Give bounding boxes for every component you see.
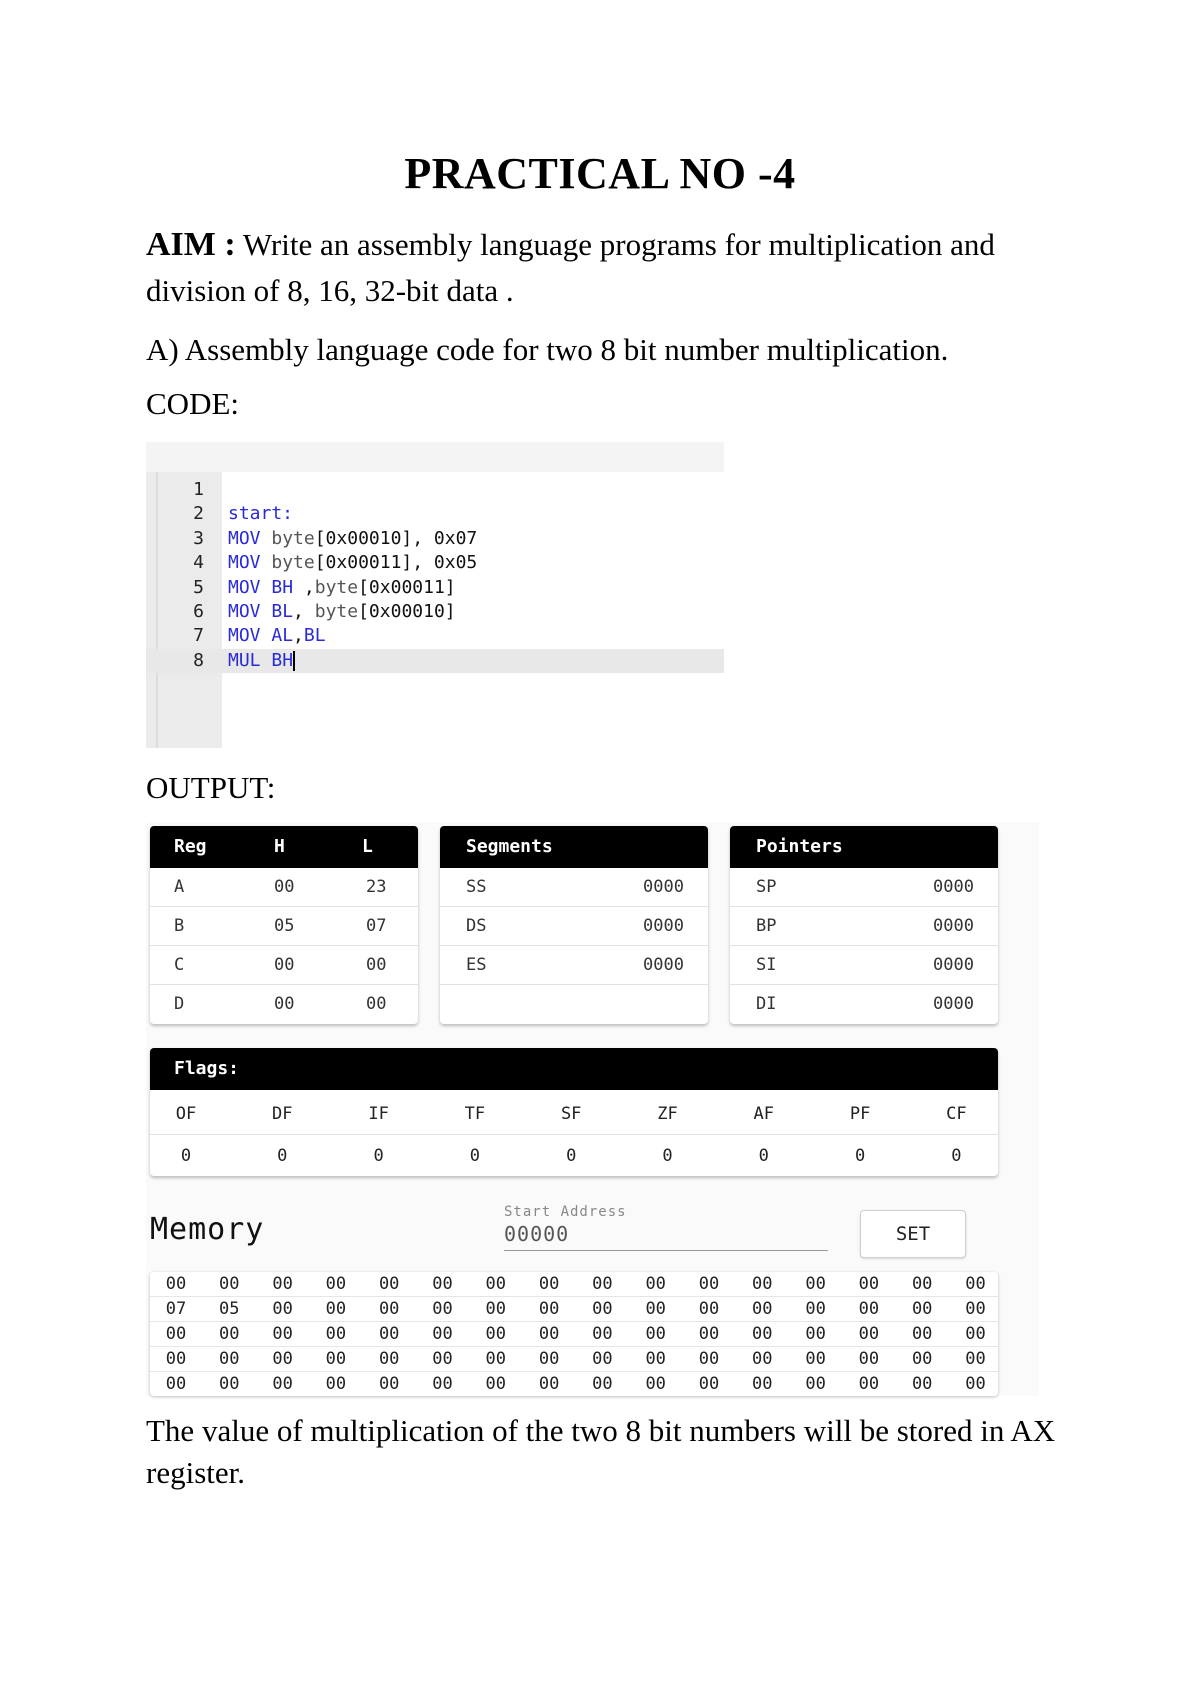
line-code [228,527,477,551]
start-address-underline [504,1250,828,1251]
section-a-heading: A) Assembly language code for two 8 bit number multiplication. [146,332,949,367]
line-number: 4 [193,552,204,574]
code-token: MOV [228,552,272,574]
register-low[interactable]: 00 [366,955,387,975]
segment-value[interactable]: 0000 [643,955,684,975]
memory-byte[interactable]: 00 [219,1324,240,1344]
memory-byte[interactable]: 00 [378,1324,400,1344]
memory-byte[interactable]: 00 [485,1349,507,1369]
memory-byte[interactable]: 00 [592,1274,613,1294]
memory-byte[interactable]: 00 [538,1374,560,1394]
memory-byte[interactable]: 00 [858,1324,880,1344]
memory-byte[interactable]: 00 [432,1374,453,1394]
pointer-value[interactable]: 0000 [933,955,974,975]
line-number: 3 [193,527,204,549]
memory-byte[interactable]: 00 [805,1349,826,1369]
code-token: start: [228,503,294,525]
code-token: [0x00011] [358,576,456,598]
segments-panel [440,826,708,1024]
memory-byte[interactable]: 00 [165,1374,187,1394]
code-label: CODE: [146,386,239,421]
pointer-name: SI [756,955,777,975]
memory-byte[interactable]: 00 [645,1349,666,1369]
memory-byte[interactable]: 00 [325,1274,347,1294]
memory-byte[interactable]: 00 [325,1349,347,1369]
register-low[interactable]: 23 [366,877,387,897]
memory-byte[interactable]: 00 [805,1299,826,1319]
register-name: B [174,916,185,936]
conclusion-paragraph: The value of multiplication of the two 8 bit numbers will be stored in AX register. [146,1413,1056,1490]
memory-byte[interactable]: 00 [485,1374,507,1394]
register-name: C [174,955,185,975]
register-low[interactable]: 07 [366,916,387,936]
memory-byte[interactable]: 00 [911,1324,933,1344]
editor-top-strip [146,442,724,472]
code-token: byte [314,576,359,598]
code-token: , [293,601,315,622]
code-line[interactable] [146,600,724,624]
memory-byte[interactable]: 00 [645,1374,666,1394]
registers-panel [150,826,418,1024]
memory-byte[interactable]: 00 [911,1374,933,1394]
memory-byte[interactable]: 00 [378,1274,400,1294]
line-code [228,649,295,673]
register-row [150,946,418,985]
memory-byte[interactable]: 00 [538,1274,560,1294]
memory-byte[interactable]: 00 [432,1274,453,1294]
memory-byte[interactable]: 00 [645,1299,666,1319]
flag-name: PF [849,1104,871,1124]
l-column-header: L [362,836,373,857]
line-code [228,600,456,624]
flag-value[interactable]: 0 [951,1146,962,1166]
segment-row [440,907,708,946]
memory-byte[interactable]: 00 [485,1324,507,1344]
memory-byte[interactable]: 00 [272,1299,293,1319]
register-name: D [174,994,185,1014]
memory-byte[interactable]: 00 [911,1299,933,1319]
code-line[interactable] [146,649,724,673]
flag-name: OF [175,1104,197,1124]
memory-byte[interactable]: 00 [752,1324,773,1344]
pointers-panel [730,826,998,1024]
segment-row [440,946,708,985]
flag-name: IF [368,1104,389,1124]
memory-byte[interactable]: 00 [752,1299,773,1319]
memory-byte[interactable]: 00 [538,1299,560,1319]
line-number: 7 [193,625,204,647]
flag-value[interactable]: 0 [566,1146,577,1166]
code-token: MOV [228,576,272,598]
code-token: , [293,625,304,647]
pointer-row [730,907,998,946]
flags-panel [150,1048,998,1176]
memory-byte[interactable]: 00 [485,1274,507,1294]
memory-byte[interactable]: 07 [165,1299,187,1319]
flag-name: AF [753,1104,775,1124]
memory-byte[interactable]: 00 [911,1349,933,1369]
page-title: PRACTICAL NO -4 [404,149,796,198]
memory-byte[interactable]: 00 [698,1324,720,1344]
memory-byte[interactable]: 00 [219,1349,240,1369]
code-token: [0x00010] [358,601,456,622]
code-token: [0x00011], 0x05 [314,552,478,574]
code-line[interactable] [146,527,724,551]
flag-value[interactable]: 0 [373,1146,384,1166]
memory-byte[interactable]: 00 [378,1374,400,1394]
line-code [228,551,477,575]
segment-name: ES [466,955,487,975]
register-row [150,985,418,1024]
pointer-name: DI [756,994,777,1014]
aim-text: Write an assembly language programs for multiplication and division of 8, 16, 32-bit data . [146,227,995,308]
flag-name: ZF [657,1104,678,1124]
code-editor [146,442,724,748]
memory-byte[interactable]: 00 [805,1324,826,1344]
code-token: byte [271,552,315,574]
memory-byte[interactable]: 00 [911,1274,933,1294]
segments-title: Segments [466,836,553,857]
register-high[interactable]: 05 [274,916,295,936]
pointers-header [730,826,998,868]
start-address-label: Start Address [504,1204,627,1220]
flag-value[interactable]: 0 [277,1146,288,1166]
memory-byte[interactable]: 00 [592,1374,613,1394]
pointer-value[interactable]: 0000 [933,877,974,897]
memory-grid [150,1272,998,1396]
memory-byte[interactable]: 00 [698,1349,720,1369]
start-address-input[interactable]: 00000 [504,1222,570,1246]
memory-byte[interactable]: 00 [538,1324,560,1344]
flag-name: CF [946,1104,967,1124]
memory-byte[interactable]: 00 [698,1374,720,1394]
code-token: MOV [228,601,272,622]
memory-byte[interactable]: 00 [645,1274,666,1294]
register-high[interactable]: 00 [274,994,295,1014]
flag-name: TF [464,1104,486,1124]
code-token: BH [271,576,294,598]
memory-byte[interactable]: 00 [752,1274,773,1294]
line-number: 5 [193,576,204,598]
memory-byte[interactable]: 00 [752,1349,773,1369]
code-token: BH [271,649,294,671]
code-token: AL [271,625,294,647]
emulator-output [146,822,1039,1396]
line-code [228,502,293,526]
registers-header [150,826,418,868]
segment-value[interactable]: 0000 [643,877,684,897]
segment-row [440,868,708,907]
text-caret [293,651,295,671]
line-number: 6 [193,601,204,622]
aim-label: AIM : [146,226,236,263]
pointers-title: Pointers [756,836,843,857]
memory-byte[interactable]: 00 [965,1349,986,1369]
code-line[interactable] [146,576,724,600]
flag-value[interactable]: 0 [180,1146,192,1166]
h-column-header: H [274,836,285,857]
memory-byte[interactable]: 00 [325,1299,347,1319]
line-code [228,624,326,648]
memory-byte[interactable]: 00 [858,1349,880,1369]
flags-title: Flags: [174,1058,240,1079]
memory-byte[interactable]: 05 [219,1299,240,1319]
pointer-value[interactable]: 0000 [933,994,974,1014]
line-number: 8 [193,649,204,671]
register-high[interactable]: 00 [274,955,295,975]
memory-byte[interactable]: 00 [378,1299,400,1319]
memory-byte[interactable]: 00 [805,1274,826,1294]
pointer-value[interactable]: 0000 [933,916,974,936]
memory-byte[interactable]: 00 [432,1324,453,1344]
memory-byte[interactable]: 00 [165,1349,187,1369]
memory-row [150,1272,998,1297]
segment-name: DS [466,916,487,936]
memory-byte[interactable]: 00 [592,1299,613,1319]
pointer-row [730,946,998,985]
memory-byte[interactable]: 00 [965,1299,986,1319]
flag-value[interactable]: 0 [469,1146,481,1166]
segment-value[interactable]: 0000 [643,916,684,936]
flag-value[interactable]: 0 [758,1146,769,1166]
flag-value[interactable]: 0 [662,1146,673,1166]
memory-byte[interactable]: 00 [219,1274,240,1294]
output-label: OUTPUT: [146,770,276,805]
memory-byte[interactable]: 00 [272,1349,293,1369]
flag-value[interactable]: 0 [854,1146,866,1166]
code-token: byte [314,601,359,622]
memory-byte[interactable]: 00 [219,1374,240,1394]
code-line[interactable] [146,502,724,526]
memory-row [150,1347,998,1372]
memory-byte[interactable]: 00 [325,1324,347,1344]
memory-byte[interactable]: 00 [805,1374,826,1394]
memory-byte[interactable]: 00 [965,1374,986,1394]
set-button[interactable]: SET [860,1210,966,1258]
line-code [228,576,456,600]
register-row [150,907,418,946]
memory-byte[interactable]: 00 [592,1324,613,1344]
code-token: BL [303,625,326,647]
memory-row [150,1372,998,1396]
code-token: byte [271,527,315,549]
memory-byte[interactable]: 00 [432,1349,453,1369]
memory-byte[interactable]: 00 [592,1349,613,1369]
memory-title: Memory [150,1212,265,1247]
pointer-name: BP [756,916,777,936]
register-name: A [174,877,185,897]
code-line[interactable] [146,478,724,502]
segment-name: SS [466,877,487,897]
code-line[interactable] [146,551,724,575]
flags-header [150,1048,998,1090]
memory-row [150,1297,998,1322]
code-token: [0x00010], 0x07 [314,527,478,549]
memory-byte[interactable]: 00 [858,1374,880,1394]
memory-byte[interactable]: 00 [752,1374,773,1394]
memory-byte[interactable]: 00 [272,1324,293,1344]
memory-byte[interactable]: 00 [858,1299,880,1319]
reg-column-header: Reg [174,836,207,857]
memory-byte[interactable]: 00 [698,1299,720,1319]
code-token: MOV [228,527,272,549]
memory-byte[interactable]: 00 [378,1349,400,1369]
line-number: 1 [193,479,204,500]
memory-byte[interactable]: 00 [858,1274,880,1294]
code-line[interactable] [146,624,724,648]
memory-byte[interactable]: 00 [325,1374,347,1394]
code-token: , [293,576,315,598]
memory-byte[interactable]: 00 [645,1324,666,1344]
pointer-row [730,985,998,1024]
memory-byte[interactable]: 00 [272,1274,293,1294]
memory-row [150,1322,998,1347]
memory-byte[interactable]: 00 [272,1374,293,1394]
memory-byte[interactable]: 00 [965,1324,986,1344]
register-row [150,868,418,907]
code-token: BL [271,601,294,622]
flag-name: SF [560,1104,582,1124]
memory-byte[interactable]: 00 [165,1274,187,1294]
memory-byte[interactable]: 00 [965,1274,986,1294]
line-number: 2 [193,503,204,525]
memory-byte[interactable]: 00 [485,1299,507,1319]
memory-byte[interactable]: 00 [432,1299,453,1319]
register-low[interactable]: 00 [366,994,387,1014]
memory-byte[interactable]: 00 [698,1274,720,1294]
memory-byte[interactable]: 00 [165,1324,187,1344]
segments-header [440,826,708,868]
memory-byte[interactable]: 00 [538,1349,560,1369]
register-high[interactable]: 00 [274,877,295,897]
code-token: MUL [228,649,272,671]
pointer-row [730,868,998,907]
flag-name: DF [272,1104,293,1124]
aim-paragraph [146,222,1066,314]
pointer-name: SP [756,877,777,897]
code-token: MOV [228,625,272,647]
